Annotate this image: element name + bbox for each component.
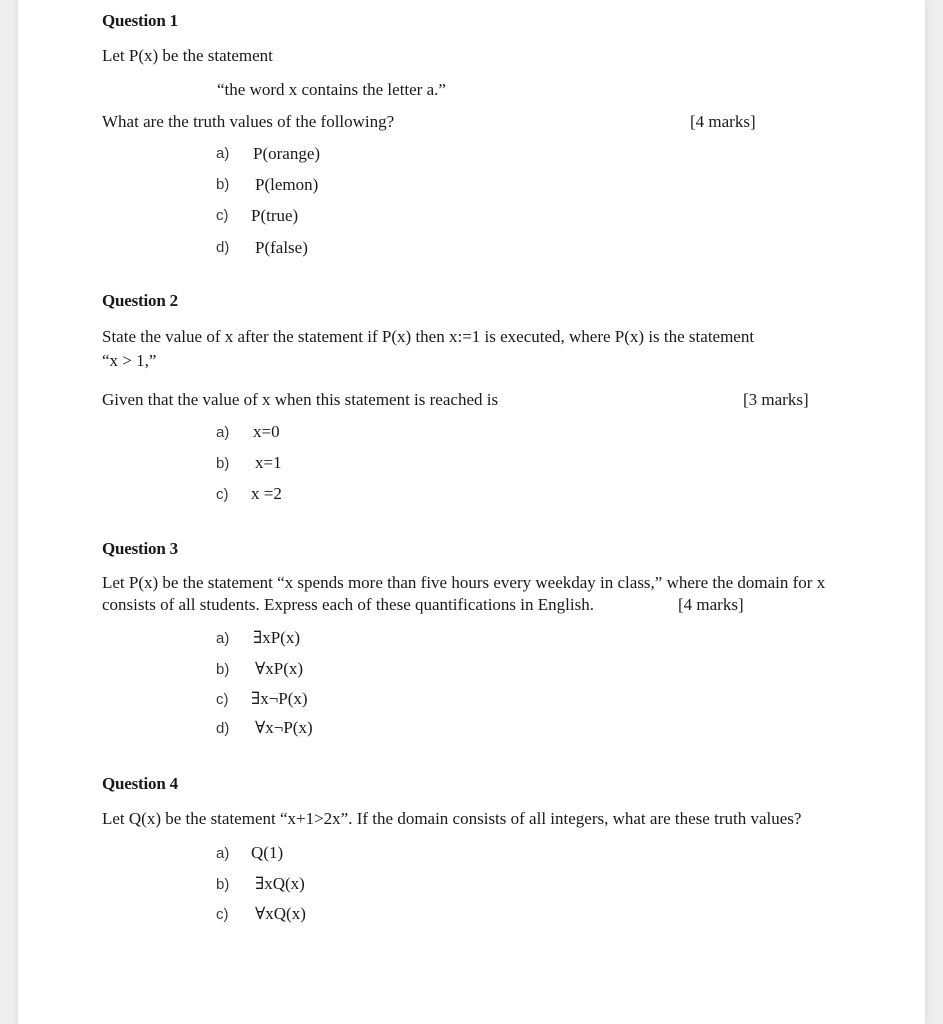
- question-3-option-b-text: ∀xP(x): [255, 659, 304, 678]
- question-1-option-d-letter: d): [216, 239, 230, 256]
- question-1-marks: [4 marks]: [690, 112, 756, 131]
- question-1-option-b-letter: b): [216, 176, 230, 193]
- question-2-line-3: Given that the value of x when this statement is reached is: [102, 390, 499, 409]
- question-2-option-a-text: x=0: [253, 422, 280, 441]
- question-4-option-c-text: ∀xQ(x): [255, 904, 306, 923]
- question-3-option-b-letter: b): [216, 661, 230, 678]
- question-3-line-1: Let P(x) be the statement “x spends more than five hours every weekday in class,” where the domain for x: [102, 573, 826, 592]
- question-1-title: Question 1: [102, 11, 178, 30]
- question-1-option-a-letter: a): [216, 145, 230, 162]
- question-3-option-a-letter: a): [216, 630, 230, 647]
- question-3-option-c-text: ∃x¬P(x): [251, 689, 308, 708]
- question-2-marks: [3 marks]: [743, 390, 809, 409]
- question-2-option-c-letter: c): [216, 486, 229, 503]
- question-3-option-c-letter: c): [216, 691, 229, 708]
- question-2-option-b-letter: b): [216, 455, 230, 472]
- question-1-option-c-text: P(true): [251, 206, 299, 225]
- question-4-line-1: Let Q(x) be the statement “x+1>2x”. If the domain consists of all integers, what are these truth values?: [102, 809, 802, 828]
- question-4-option-b-text: ∃xQ(x): [255, 874, 305, 893]
- question-3-marks: [4 marks]: [678, 595, 744, 614]
- question-2-option-a-letter: a): [216, 424, 230, 441]
- question-3-line-2: consists of all students. Express each of these quantifications in English.: [102, 595, 594, 614]
- question-4-option-c-letter: c): [216, 906, 229, 923]
- question-4-option-b-letter: b): [216, 876, 230, 893]
- question-1-line-2: “the word x contains the letter a.”: [217, 80, 446, 99]
- question-3-option-a-text: ∃xP(x): [253, 628, 300, 647]
- question-4-option-a-letter: a): [216, 845, 230, 862]
- question-2-option-b-text: x=1: [255, 453, 282, 472]
- question-2-line-1: State the value of x after the statement if P(x) then x:=1 is executed, where P(x) is the statement: [102, 327, 755, 346]
- question-1-option-a-text: P(orange): [253, 144, 321, 163]
- question-4-option-a-text: Q(1): [251, 843, 284, 862]
- question-1-option-c-letter: c): [216, 207, 229, 224]
- question-2-title: Question 2: [102, 291, 178, 310]
- question-3-title: Question 3: [102, 539, 178, 558]
- question-1-option-d-text: P(false): [255, 238, 308, 257]
- question-1-line-1: Let P(x) be the statement: [102, 46, 273, 65]
- document-page: [18, 0, 925, 1024]
- question-1-option-b-text: P(lemon): [255, 175, 319, 194]
- question-3-option-d-letter: d): [216, 720, 230, 737]
- question-2-option-c-text: x =2: [251, 484, 282, 503]
- question-1-line-3: What are the truth values of the following?: [102, 112, 395, 131]
- question-2-line-2: “x > 1,”: [102, 351, 157, 370]
- question-3-option-d-text: ∀x¬P(x): [255, 718, 313, 737]
- question-4-title: Question 4: [102, 774, 178, 793]
